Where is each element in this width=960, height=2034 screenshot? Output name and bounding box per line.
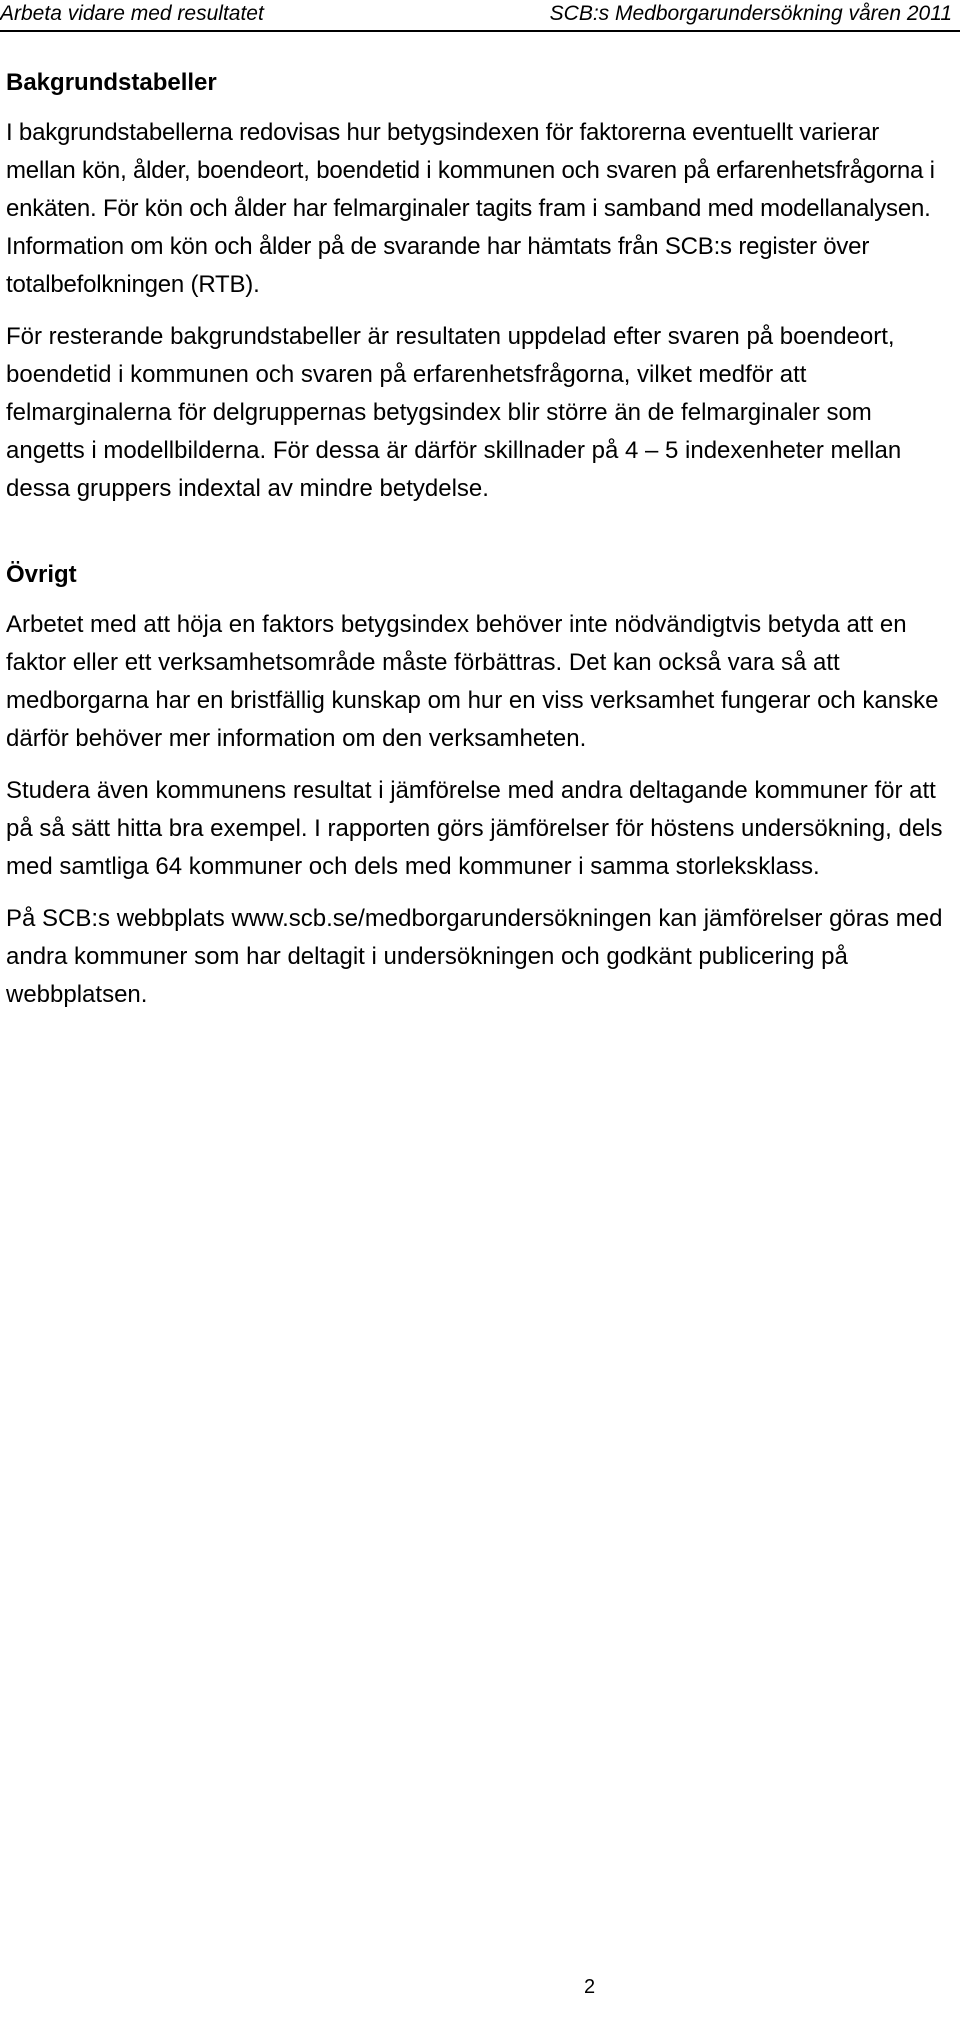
header-right-title: SCB:s Medborgarundersökning våren 2011 <box>549 2 952 25</box>
background-paragraph-1: I bakgrundstabellerna redovisas hur betygsindexen för faktorerna eventuellt varierar mellan kön, ålder, boendeort, boendetid i kommunen och svaren på erfarenhetsfrågorna i enkäten. För kön och ålder har felmarginaler tagits fram i samband med modellanalysen. Information om kön och ålder på de svarande har hämtats från SCB:s register över totalbefolkningen (RTB). <box>6 119 935 298</box>
section-heading-background: Bakgrundstabeller <box>6 69 217 96</box>
header-rule <box>0 30 960 32</box>
other-paragraph-1: Arbetet med att höja en faktors betygsindex behöver inte nödvändigtvis betyda att en faktor eller ett verksamhetsområde måste förbättras. Det kan också vara så att medborgarna har en bristfällig kunskap om hur en viss verksamhet fungerar och kanske därför behöver mer information om den verksamheten. <box>6 611 939 752</box>
section-spacer <box>6 522 950 556</box>
document-body <box>6 64 950 1028</box>
other-paragraph-2: Studera även kommunens resultat i jämförelse med andra deltagande kommuner för att på så sätt hitta bra exempel. I rapporten görs jämförelser för höstens undersökning, dels med samtliga 64 kommuner och dels med kommuner i samma storleksklass. <box>6 777 943 880</box>
page-header <box>0 0 960 30</box>
page-number: 2 <box>584 1976 596 1998</box>
header-left-title: Arbeta vidare med resultatet <box>0 2 264 25</box>
other-paragraph-3: På SCB:s webbplats www.scb.se/medborgarundersökningen kan jämförelser göras med andra kommuner som har deltagit i undersökningen och godkänt publicering på webbplatsen. <box>6 905 943 1008</box>
background-paragraph-2: För resterande bakgrundstabeller är resultaten uppdelad efter svaren på boendeort, boendetid i kommunen och svaren på erfarenhetsfrågorna, vilket medför att felmarginalerna för delgruppernas betygsindex blir större än de felmarginaler som angetts i modellbilderna. För dessa är därför skillnader på 4 – 5 indexenheter mellan dessa gruppers indextal av mindre betydelse. <box>6 323 902 502</box>
section-heading-other: Övrigt <box>6 561 77 588</box>
